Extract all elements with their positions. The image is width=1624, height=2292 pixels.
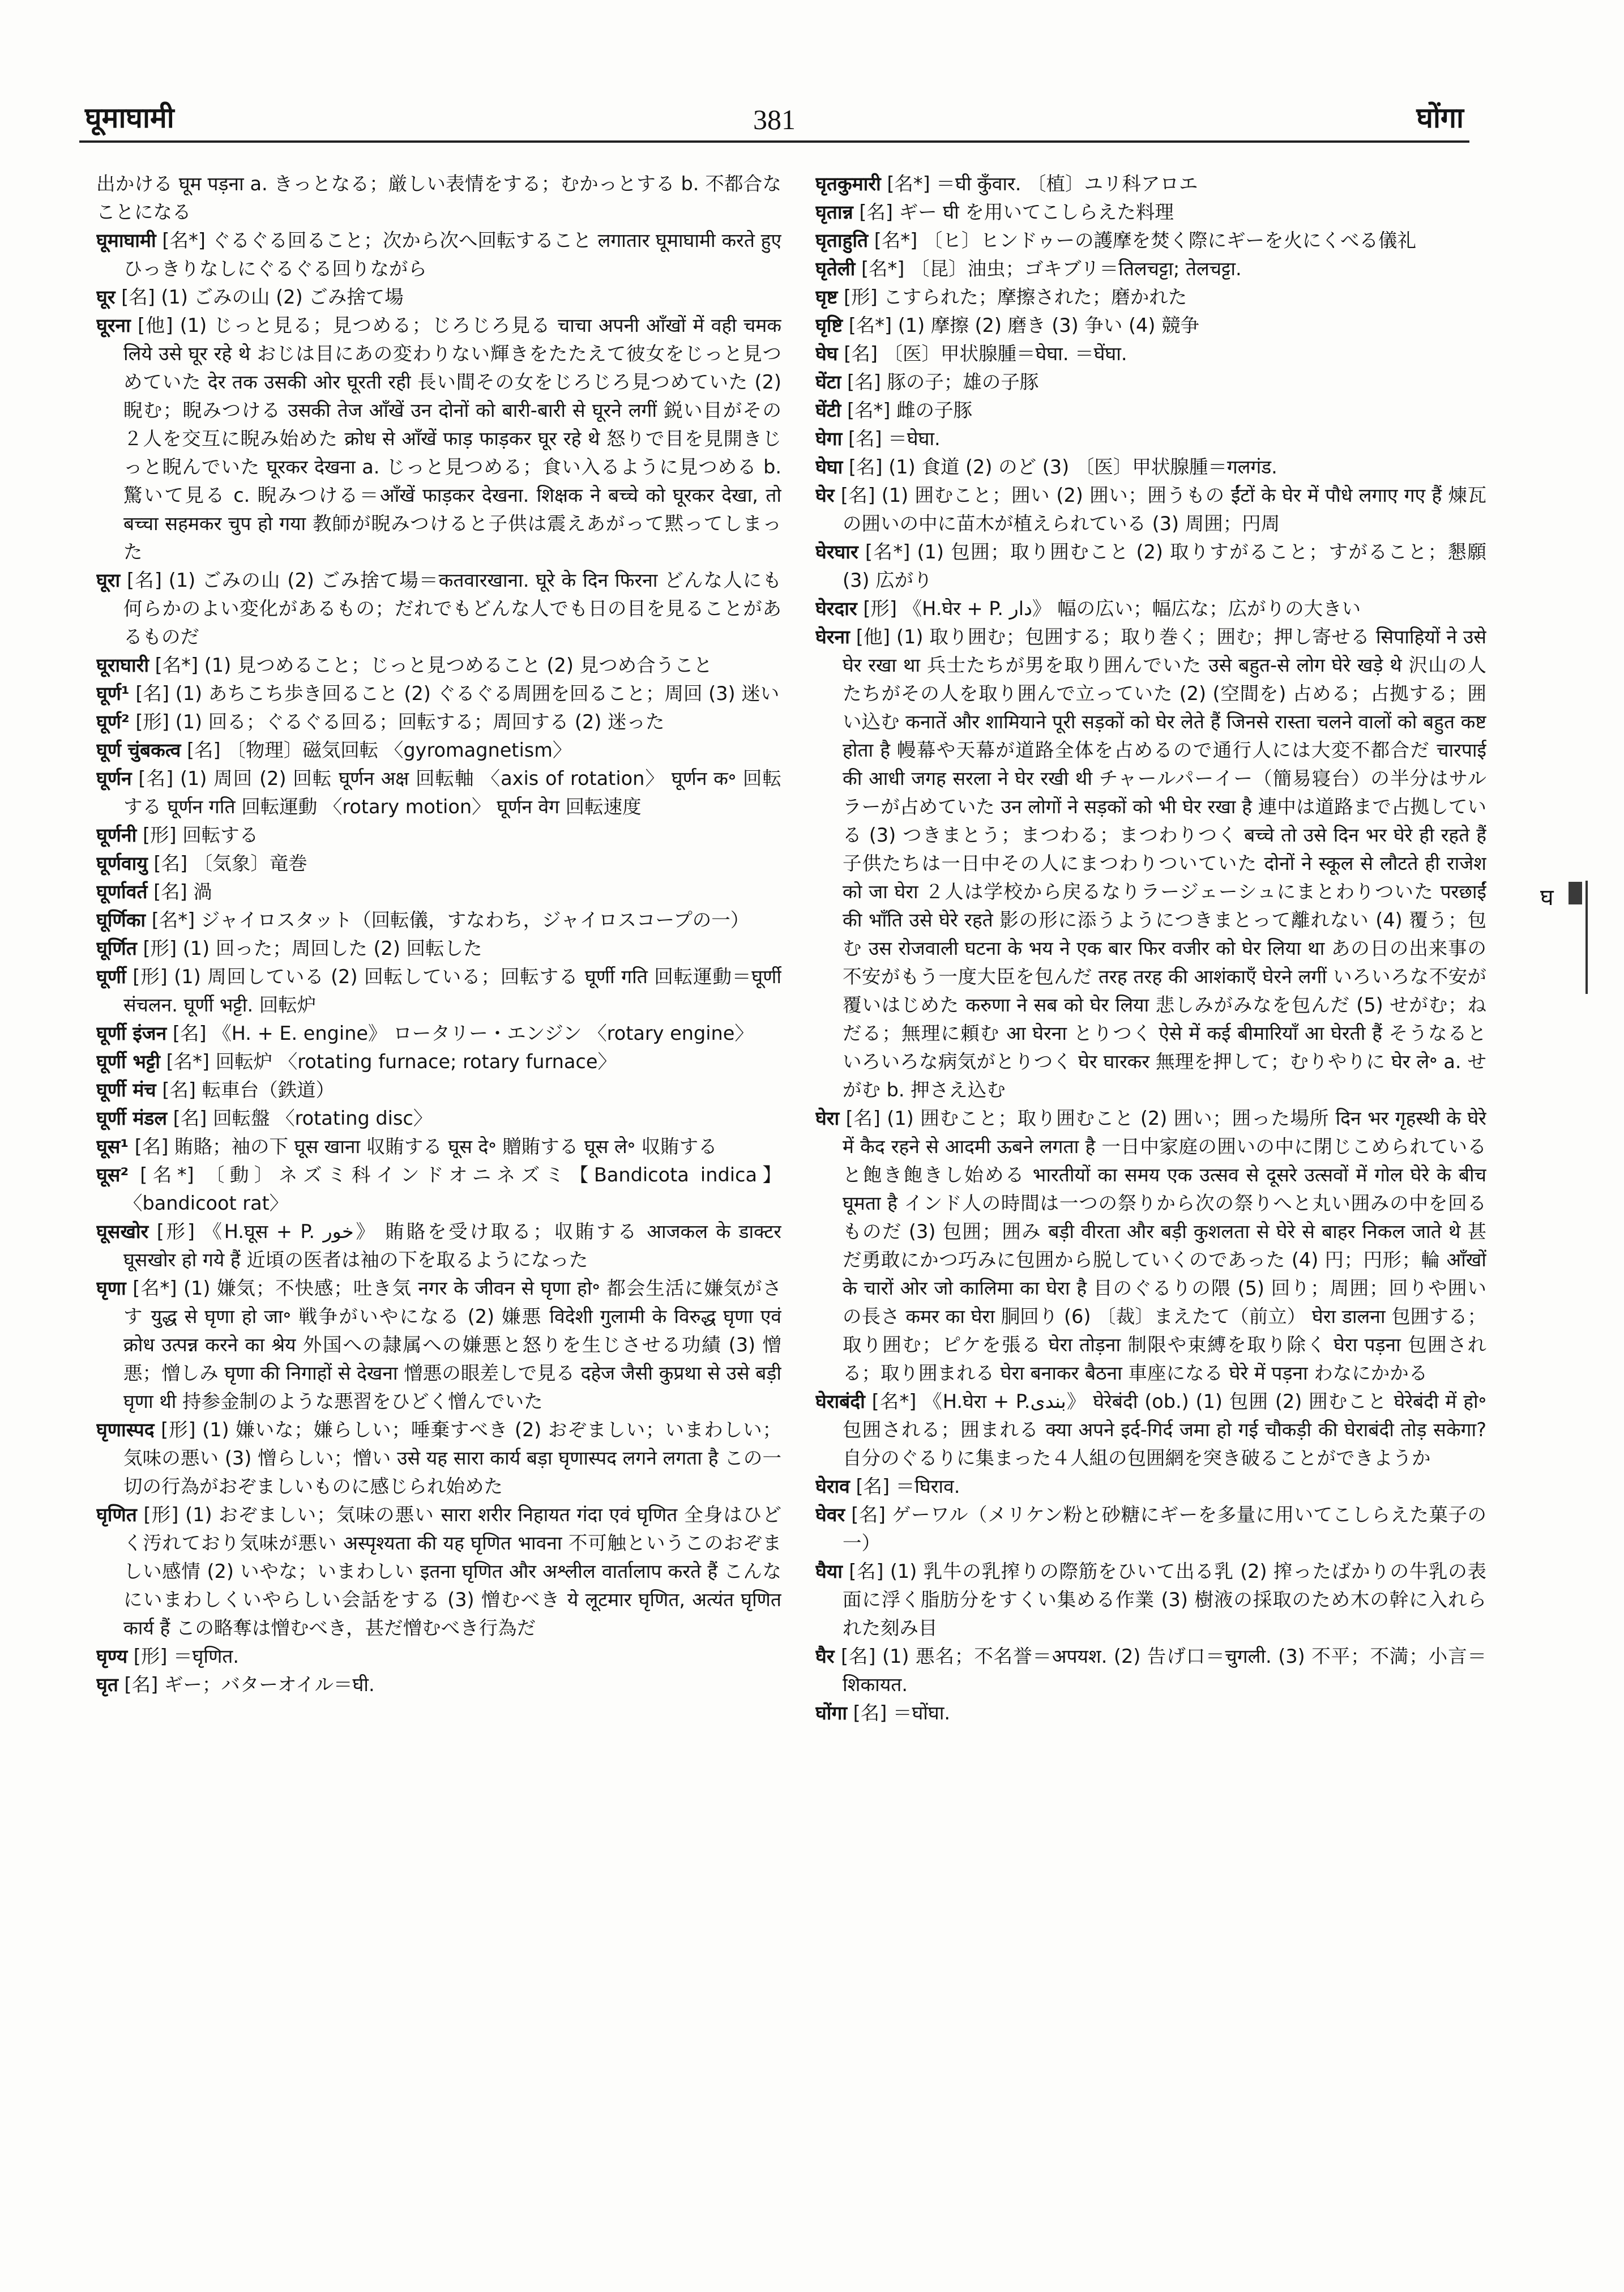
entry-definition: [名] (1) 乳牛の乳搾りの際筋をひいて出る乳 (2) 搾ったばかりの牛乳の表面に浮く脂肪分をすくい集める作業 (3) 樹液の採取のため木の幹に入れられた刻み目: [842, 1560, 1486, 1639]
entry-definition: [名] 〔物理〕磁気回転 〈gyromagnetism〉: [181, 739, 572, 761]
dictionary-entry: [815, 1557, 1486, 1642]
entry-headword: घूर्णिका: [96, 909, 146, 931]
entry-headword: घृतान्न: [815, 201, 853, 223]
entry-definition: [名*] ぐるぐる回ること；次から次へ回転すること लगातार घूमाघामी करते हुए ひっきりなしにぐるぐる回りながら: [123, 229, 781, 280]
entry-definition: [形] 《H.घूस + P. خور》 賄賂を受け取る；収賄する आजकल के डाक्टर घूसखोर हो गये हैं 近頃の医者は袖の下を取るようになった: [123, 1220, 781, 1271]
dictionary-entry: [96, 1501, 781, 1642]
dictionary-entry: [96, 1133, 781, 1161]
entry-headword: घेरना: [815, 626, 850, 648]
dictionary-entry: [96, 1274, 781, 1416]
right-column: [815, 170, 1486, 2254]
entry-headword: घूर्णावर्त: [96, 881, 148, 903]
entry-headword: घृणास्पद: [96, 1419, 155, 1441]
entry-definition: [形] (1) 周回している (2) 回転している；回転する घूर्णी गति 回転運動＝घूर्णी संचलन. घूर्णी भट्टी. 回転炉: [123, 966, 781, 1016]
entry-headword: घेघा: [815, 456, 843, 478]
dictionary-entry: [815, 255, 1486, 283]
entry-definition: [形] 《H.घेर + P. دار》 幅の広い；幅広な；広がりの大きい: [857, 597, 1361, 620]
entry-definition: [形] (1) 嫌いな；嫌らしい；唾棄すべき (2) おぞましい；いまわしい；気味の悪い (3) 憎らしい；憎い उसे यह सारा कार्य बड़ा घृणास्पद लगने लगता है この一切の行為がおぞましいものに感じられ始めた: [123, 1419, 781, 1497]
entry-headword: घृण्य: [96, 1645, 128, 1667]
entry-definition: [名] ゲーワル（メリケン粉と砂糖にギーを多量に用いてこしらえた菓子の一）: [843, 1504, 1486, 1554]
entry-definition: [形] (1) 回った；周回した (2) 回転した: [136, 937, 482, 959]
entry-definition: [他] (1) じっと見る；見つめる；じろじろ見る चाचा अपनी आँखों में वही चमक लिये उसे घूर रहे थे おじは目にあの変わりない輝きをたたえて彼女をじっと見つめていた देर तक उसकी ओर घूरती रही 長い間その女をじろじろ見つめていた (2) 睨む；睨みつける उसकी तेज आँखें उन दोनों को बारी-बारी से घूरने लगीं 鋭い目がその２人を交互に睨み始めた क्रोध से आँखें फाड़ फाड़कर घूर रहे थे 怒りで目を見開きじっと睨んでいた घूरकर देखना a. じっと見つめる；食い入るように見つめる b. 驚いて見る c. 睨みつける＝आँखें फाड़कर देखना. शिक्षक ने बच्चे को घूरकर देखा, तो बच्चा सहमकर चुप हो गया 教師が睨みつけると子供は震えあがって黙ってしまった: [123, 314, 781, 563]
entry-definition: [形] (1) 回る；ぐるぐる回る；回転する；周回する (2) 迷った: [129, 711, 665, 733]
entry-headword: घूर्णवायु: [96, 852, 148, 874]
dictionary-entry: [815, 538, 1486, 595]
entry-headword: घेराव: [815, 1475, 850, 1497]
thumb-index-marker: [1569, 882, 1582, 904]
entry-definition: [名] (1) ごみの山 (2) ごみ捨て場: [115, 286, 404, 308]
entry-headword: घेरदार: [815, 597, 857, 620]
entry-headword: घेघ: [815, 343, 838, 365]
dictionary-entry: [96, 227, 781, 283]
entry-headword: घूर्ण¹: [96, 682, 130, 705]
dictionary-entry: [815, 1699, 1486, 1727]
dictionary-entry: [815, 1104, 1486, 1388]
entry-headword: घूसखोर: [96, 1220, 149, 1243]
entry-headword: घूस¹: [96, 1136, 129, 1158]
entry-definition: [名*] (1) 嫌気；不快感；吐き気 नगर के जीवन से घृणा हो॰ 都会生活に嫌気がさす युद्ध से घृणा हो जा॰ 戦争がいやになる (2) 嫌悪 विदेशी गुलामी के विरुद्ध घृणा एवं क्रोध उत्पन्न करने का श्रेय 外国への隷属への嫌悪と怒りを生じさせる功績 (3) 憎悪；憎しみ घृणा की निगाहों से देखना 憎悪の眼差しで見る दहेज जैसी कुप्रथा से उसे बड़ी घृणा थी 持参金制のような悪習をひどく憎んでいた: [123, 1277, 781, 1412]
entry-definition: [名] ＝घोंघा.: [847, 1702, 951, 1724]
page-header: [79, 96, 1469, 143]
dictionary-entry: [96, 963, 781, 1019]
entry-definition: [他] (1) 取り囲む；包囲する；取り巻く；囲む；押し寄せる सिपाहियों ने उसे घेर रखा था 兵士たちが男を取り囲んでいた उसे बहुत-से लोग घेरे खड़े थे 沢山の人たちがその人を取り囲んで立っていた (2) (空間を) 占める；占拠する；囲い込む कनातें और शामियाने पूरी सड़कों को घेर लेते हैं जिनसे रास्ता चलने वालों को बहुत कष्ट होता है 幔幕や天幕が道路全体を占めるので通行人には大変不都合だ चारपाई की आधी जगह सरला ने घेर रखी थी チャールパーイー（簡易寝台）の半分はサルラーが占めていた उन लोगों ने सड़कों को भी घेर रखा है 連中は道路まで占拠している (3) つきまとう；まつわる；まつわりつく बच्चे तो उसे दिन भर घेरे ही रहते हैं 子供たちは一日中その人にまつわりついていた दोनों ने स्कूल से लौटते ही राजेश को जा घेरा ２人は学校から戻るなりラージェーシュにまとわりついた परछाईं की भाँति उसे घेरे रहते 影の形に添うようにつきまとって離れない (4) 覆う；包む उस रोजवाली घटना के भय ने एक बार फिर वजीर को घेर लिया था あの日の出来事の不安がもう一度大臣を包んだ तरह तरह की आशंकाएँ घेरने लगीं いろいろな不安が覆いはじめた करुणा ने सब को घेर लिया 悲しみがみなを包んだ (5) せがむ；ねだる；無理に頼む आ घेरना とりつく ऐसे में कई बीमारियाँ आ घेरती हैं そうなるといろいろな病気がとりつく घेर घारकर 無理を押して；むりやりに घेर ले॰ a. せがむ b. 押さえ込む: [843, 626, 1486, 1101]
entry-definition: [名] 賄賂；袖の下 घूस खाना 収賄する घूस दे॰ 贈賄する घूस ले॰ 収賄する: [129, 1136, 717, 1158]
entry-definition: [名] (1) あちこち歩き回ること (2) ぐるぐる周囲を回ること；周回 (3) 迷い: [129, 682, 780, 705]
entry-headword: घूर्णन: [96, 767, 132, 789]
dictionary-entry: [815, 1642, 1486, 1699]
entry-definition: [名] 〔医〕甲状腺腫＝घेघा. ＝घेंघा.: [837, 343, 1127, 365]
dictionary-entry: [815, 1501, 1486, 1557]
entry-headword: घेर: [815, 484, 835, 506]
entry-headword: घृताहुति: [815, 229, 869, 251]
entry-headword: घूर्णी: [96, 966, 126, 988]
entry-headword: घूर्णित: [96, 937, 137, 959]
entry-headword: घूर्णी इंजन: [96, 1022, 167, 1044]
dictionary-entry: [96, 821, 781, 850]
thumb-index-tab: [1540, 881, 1591, 994]
dictionary-entry: [96, 1076, 781, 1104]
dictionary-entry: [815, 198, 1486, 227]
dictionary-entry: [96, 283, 781, 311]
entry-definition: [名*] ＝घी कुँवार. 〔植〕ユリ科アロエ: [881, 173, 1198, 195]
entry-headword: घोंगा: [815, 1702, 848, 1724]
running-head-first-word: घूमाघामी: [85, 101, 174, 134]
entry-definition: [名] 転車台（鉄道）: [156, 1079, 335, 1101]
dictionary-entry: [815, 311, 1486, 340]
entry-definition: [名] 《H. + E. engine》 ロータリー・エンジン 〈rotary engine〉: [166, 1022, 754, 1044]
entry-definition: [名*] 《H.घेरा + P.بندی》 घेरेबंदी (ob.) (1) 包囲 (2) 囲むこと घेरेबंदी में हो॰ 包囲される；囲まれる क्या अपने इर्द-गिर्द जमा हो गई चौकड़ी की घेराबंदी तोड़ सकेगा? 自分のぐるりに集まった４人組の包囲網を突き破ることができようか: [843, 1390, 1486, 1469]
entry-headword: घृतेली: [815, 258, 856, 280]
entry-definition: [名] (1) ごみの山 (2) ごみ捨て場＝कतवारखाना. घूरे के दिन फिरना どんな人にも何らかのよい変化があるもの；だれでもどんな人でも日の目を見ることがあるものだ: [120, 569, 781, 648]
dictionary-entry: [96, 934, 781, 963]
entry-definition: [名*] (1) 包囲；取り囲むこと (2) 取りすがること；すがること；懇願 (3) 広がり: [843, 541, 1486, 591]
entry-headword: घूरा: [96, 569, 121, 591]
entry-headword: घृष्ट: [815, 286, 838, 308]
entry-headword: घृष्टि: [815, 314, 843, 336]
entry-definition: [名*] ジャイロスタット（回転儀，すなわち，ジャイロスコープの一）: [146, 909, 750, 931]
dictionary-entry: [815, 283, 1486, 311]
entry-headword: घेगा: [815, 428, 843, 450]
dictionary-entry: [96, 1104, 781, 1133]
entry-definition: [名] ＝घिराव.: [849, 1475, 960, 1497]
entry-definition: [名*] 雌の子豚: [841, 399, 973, 421]
entry-headword: घूमाघामी: [96, 229, 156, 251]
entry-definition: [名] (1) 食道 (2) のど (3) 〔医〕甲状腺腫＝गलगंड.: [843, 456, 1277, 478]
dictionary-entry: [96, 1161, 781, 1218]
entry-headword: घैर: [815, 1645, 835, 1667]
entry-headword: घेंटी: [815, 399, 841, 421]
entry-definition: [名*] 〔昆〕油虫；ゴキブリ＝तिलचट्टा; तेलचट्टा.: [855, 258, 1242, 280]
entry-headword: घेंटा: [815, 371, 841, 393]
entry-definition: [名] (1) 悪名；不名誉＝अपयश. (2) 告げ口＝चुगली. (3) 不平；不満；小言＝शिकायत.: [834, 1645, 1486, 1696]
entry-definition: [名] ギー घी を用いてこしらえた料理: [853, 201, 1174, 223]
dictionary-entry: [815, 1472, 1486, 1501]
dictionary-entry: [815, 425, 1486, 453]
entry-definition: [名] ＝घेघा.: [842, 428, 941, 450]
dictionary-entry: [96, 170, 781, 227]
dictionary-entry: [815, 340, 1486, 368]
entry-headword: घूर्णनी: [96, 824, 137, 846]
dictionary-entry: [96, 765, 781, 821]
entry-definition: [名*] (1) 見つめること；じっと見つめること (2) 見つめ合うこと: [149, 654, 713, 676]
entry-headword: घैया: [815, 1560, 843, 1582]
entry-headword: घृणा: [96, 1277, 126, 1299]
entry-definition: [形] ＝घृणित.: [127, 1645, 240, 1667]
dictionary-entry: [96, 708, 781, 736]
dictionary-entry: [815, 623, 1486, 1104]
dictionary-entry: [96, 1671, 781, 1699]
dictionary-entry: [815, 368, 1486, 396]
entry-definition: [名] (1) 周回 (2) 回転 घूर्णन अक्ष 回転軸 〈axis of rotation〉 घूर्णन क॰ 回転する घूर्णन गति 回転運動 〈rotary motion〉 घूर्णन वेग 回転速度: [123, 767, 781, 818]
entry-definition: [名] 豚の子；雄の子豚: [841, 371, 1039, 393]
dictionary-entry: [96, 1642, 781, 1671]
page-number: 381: [753, 104, 796, 135]
dictionary-entry: [815, 1388, 1486, 1472]
running-head-last-word: घोंगा: [1416, 101, 1464, 134]
entry-definition: 出かける घूम पड़ना a. きっとなる；厳しい表情をする；むかっとする b. 不都合なことになる: [96, 173, 781, 223]
entry-headword: घूर्ण चुंबकत्व: [96, 739, 181, 761]
dictionary-entry: [96, 850, 781, 878]
dictionary-entry: [815, 227, 1486, 255]
entry-headword: घूर्णी मंच: [96, 1079, 156, 1101]
entry-definition: [名*] (1) 摩擦 (2) 磨き (3) 争い (4) 競争: [843, 314, 1200, 336]
dictionary-entry: [815, 481, 1486, 538]
entry-definition: [形] 回転する: [136, 824, 259, 846]
entry-headword: घूरना: [96, 314, 131, 336]
dictionary-entry: [96, 1019, 781, 1048]
dictionary-entry: [815, 595, 1486, 623]
dictionary-entry: [96, 311, 781, 566]
entry-definition: [名] (1) 囲むこと；囲い (2) 囲い；囲うもの ईंटों के घेर में पौधे लगाए गए हैं 煉瓦の囲いの中に苗木が植えられている (3) 周囲；円周: [834, 484, 1486, 535]
entry-headword: घेरघार: [815, 541, 858, 563]
entry-headword: घूराघारी: [96, 654, 149, 676]
entry-definition: [形] こすられた；摩擦された；磨かれた: [837, 286, 1187, 308]
entry-headword: घूर्ण²: [96, 711, 130, 733]
dictionary-entry: [96, 680, 781, 708]
entry-headword: घेराबंदी: [815, 1390, 865, 1412]
dictionary-entry: [96, 566, 781, 651]
entry-definition: [名] ギー；バターオイル＝घी.: [118, 1674, 375, 1696]
entry-definition: [名] (1) 囲むこと；取り囲むこと (2) 囲い；囲った場所 दिन भर गृहस्थी के घेरे में कैद रहने से आदमी ऊबने लगता है 一日中家庭の囲いの中に閉じこめられていると飽き飽きし始める भारतीयों का समय एक उत्सव से दूसरे उत्सवों में गोल घेरे के बीच घूमता है インド人の時間は一つの祭りから次の祭りへと丸い囲みの中を回るものだ (3) 包囲；囲み बड़ी वीरता और बड़ी कुशलता से घेरे से बाहर निकल जाते थे 甚だ勇敢にかつ巧みに包囲から脱していくのであった (4) 円；円形；輪 आँखों के चारों ओर जो कालिमा का घेरा है 目のぐるりの隈 (5) 回り；周囲；回りや囲いの長さ कमर का घेरा 胴回り (6) 〔裁〕まえたて（前立） घेरा डालना 包囲する；取り囲む；ピケを張る घेरा तोड़ना 制限や束縛を取り除く घेरा पड़ना 包囲される；取り囲まれる घेरा बनाकर बैठना 車座になる घेरे में पड़ना わなにかかる: [839, 1107, 1486, 1384]
entry-definition: [名] 〔気象〕竜巻: [147, 852, 307, 874]
dictionary-entry: [96, 1048, 781, 1076]
dictionary-entry: [815, 170, 1486, 198]
dictionary-entry: [96, 1218, 781, 1274]
entry-headword: घूर: [96, 286, 116, 308]
entry-headword: घूस²: [96, 1164, 129, 1186]
entry-definition: [名*] 〔動〕ネズミ科インドオニネズミ【Bandicota indica】 〈bandicoot rat〉: [123, 1164, 781, 1214]
entry-headword: घूर्णी मंडल: [96, 1107, 168, 1129]
left-column: [96, 170, 781, 2254]
entry-definition: [名] 回転盤 〈rotating disc〉: [167, 1107, 433, 1129]
entry-headword: घृत: [96, 1674, 118, 1696]
entry-definition: [名*] 〔ヒ〕ヒンドゥーの護摩を焚く際にギーを火にくべる儀礼: [868, 229, 1416, 251]
entry-headword: घृणित: [96, 1504, 137, 1526]
dictionary-entry: [96, 651, 781, 680]
dictionary-entry: [96, 878, 781, 906]
entry-headword: घूर्णी भट्टी: [96, 1051, 160, 1073]
entry-definition: [名*] 回転炉 〈rotating furnace; rotary furnace〉: [160, 1051, 617, 1073]
dictionary-entry: [815, 396, 1486, 425]
dictionary-entry: [96, 736, 781, 765]
dictionary-entry: [96, 906, 781, 934]
dictionary-entry: [96, 1416, 781, 1501]
entry-definition: [形] (1) おぞましい；気味の悪い सारा शरीर निहायत गंदा एवं घृणित 全身はひどく汚れており気味が悪い अस्पृश्यता की यह घृणित भावना 不可触というこのおぞましい感情 (2) いやな；いまわしい इतना घृणित और अश्लील वार्तालाप करते हैं こんなにいまわしくいやらしい会話をする (3) 憎むべき ये लूटमार घृणित, अत्यंत घृणित कार्य हैं この略奪は憎むべき，甚だ憎むべき行為だ: [123, 1504, 781, 1639]
thumb-index-rule: [1585, 881, 1588, 994]
entry-definition: [名] 渦: [147, 881, 212, 903]
entry-headword: घेरा: [815, 1107, 840, 1129]
entry-headword: घृतकुमारी: [815, 173, 881, 195]
thumb-index-letter: घ: [1540, 885, 1554, 911]
entry-headword: घेवर: [815, 1504, 845, 1526]
dictionary-entry: [815, 453, 1486, 481]
